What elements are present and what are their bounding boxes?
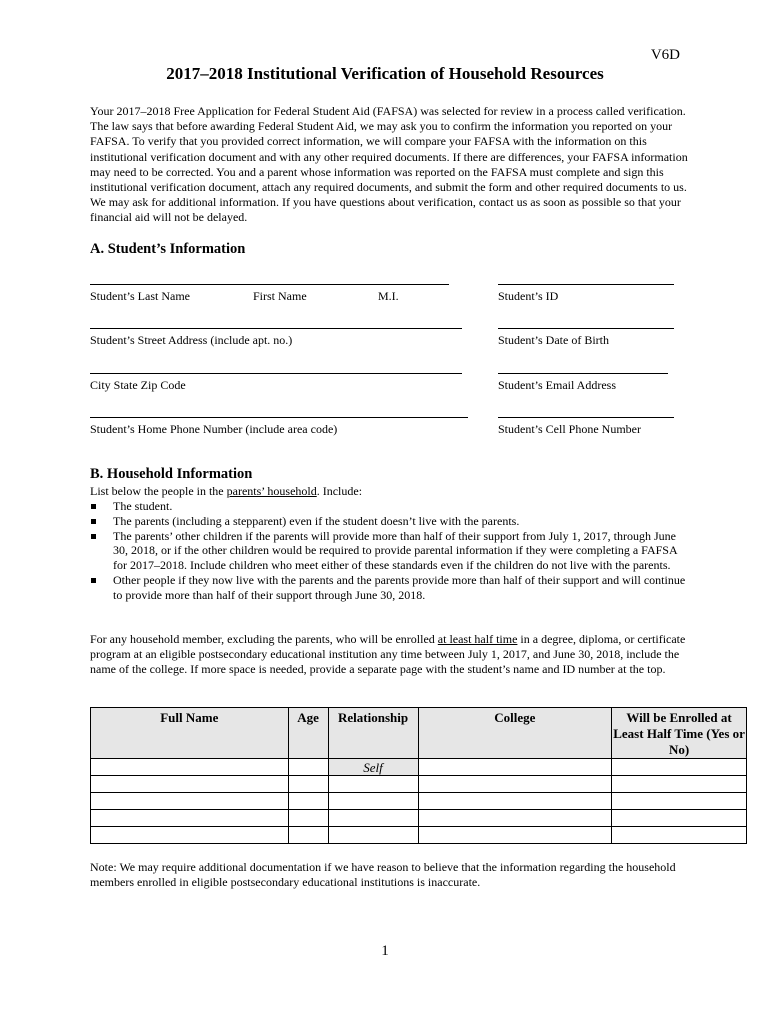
enrolled-cell[interactable] [612,793,747,810]
first-name-label: First Name [253,289,307,303]
college-cell[interactable] [418,759,612,776]
list-item-text: The parents’ other children if the parents will provide more than half of their support from July 1, 2017, through June 30, 2018, or if the other children would be required to provide parental information if they were completing a FAFSA for 2017–2018. Include children who meet either of these standards even if the children do not live with the parents. [113,528,677,573]
age-cell[interactable] [288,759,328,776]
student-id-label: Student’s ID [498,289,559,303]
student-id-field[interactable] [498,284,674,304]
bullet-icon [91,578,96,583]
street-address-field[interactable] [90,328,462,348]
list-item-text: The student. [113,499,173,513]
enrolled-cell[interactable] [612,776,747,793]
student-id-line[interactable] [498,284,674,285]
age-cell[interactable] [288,810,328,827]
city-state-zip-field[interactable] [90,373,462,393]
college-cell[interactable] [418,827,612,844]
email-field[interactable] [498,373,668,393]
enrollment-text: For any household member, excluding the parents, who will be enrolled [90,632,438,646]
section-a-heading: A. Student’s Information [90,241,246,257]
enrolled-cell[interactable] [612,759,747,776]
age-cell[interactable] [288,793,328,810]
relationship-cell[interactable] [328,810,418,827]
bullet-icon [91,519,96,524]
home-phone-line[interactable] [90,417,468,418]
relationship-cell[interactable] [328,827,418,844]
date-of-birth-label: Student’s Date of Birth [498,333,609,347]
street-address-line[interactable] [90,328,462,329]
household-table [90,707,747,844]
half-time-term: at least half time [437,632,518,646]
email-label: Student’s Email Address [498,378,616,392]
table-row [91,810,747,827]
full-name-cell[interactable] [91,776,289,793]
documentation-note: Note: We may require additional documentation if we have reason to believe that the information regarding the household members enrolled in eligible postsecondary educational institutions is inaccurate. [90,860,676,890]
table-header-row [91,708,747,759]
list-item [90,573,690,603]
section-b-heading: B. Household Information [90,466,253,482]
parents-household-term: parents’ household [226,484,317,498]
household-criteria-list [90,499,690,603]
form-code: V6D [650,47,680,63]
mi-label: M.I. [378,289,399,303]
table-row [91,793,747,810]
enrolled-header: Will be Enrolled at Least Half Time (Yes or No) [612,708,747,759]
full-name-cell[interactable] [91,793,289,810]
full-name-cell[interactable] [91,759,289,776]
page-number: 1 [381,943,389,959]
college-cell[interactable] [418,776,612,793]
college-cell[interactable] [418,810,612,827]
college-cell[interactable] [418,793,612,810]
college-header: College [418,708,612,759]
relationship-cell[interactable] [328,776,418,793]
street-address-label: Student’s Street Address (include apt. no.) [90,333,293,347]
household-intro-text: List below the people in the [90,484,227,498]
list-item [90,529,690,573]
full-name-cell[interactable] [91,827,289,844]
enrolled-cell[interactable] [612,827,747,844]
age-cell[interactable] [288,827,328,844]
relationship-header: Relationship [328,708,418,759]
enrollment-text-end: in a degree, diploma, or certificate program at an eligible postsecondary educational institution any time between July 1, 2017, and June 30, 2018, include the name of the college. If more space is needed, provide a separate page with the student’s name and ID number at the top. [90,632,686,677]
date-of-birth-line[interactable] [498,328,674,329]
city-state-zip-line[interactable] [90,373,462,374]
relationship-cell[interactable] [328,793,418,810]
cell-phone-line[interactable] [498,417,674,418]
city-state-zip-label: City State Zip Code [90,378,186,392]
home-phone-label: Student’s Home Phone Number (include area code) [90,422,338,436]
list-item [90,499,690,514]
enrolled-cell[interactable] [612,810,747,827]
student-name-line[interactable] [90,284,449,285]
list-item [90,514,690,529]
age-cell[interactable] [288,776,328,793]
date-of-birth-field[interactable] [498,328,674,348]
table-row [91,759,747,776]
page-title: 2017–2018 Institutional Verification of Household Resources [166,64,604,83]
enrollment-paragraph [90,632,690,678]
full-name-header: Full Name [91,708,289,759]
student-name-field[interactable] [90,284,449,304]
last-name-label: Student’s Last Name [90,289,190,303]
list-item-text: The parents (including a stepparent) even if the student doesn’t live with the parents. [113,513,520,528]
list-item-text: Other people if they now live with the parents and the parents provide more than half of their support and will continue to provide more than half of their support through June 30, 2018. [113,572,686,602]
household-intro-end: . Include: [316,484,363,498]
home-phone-field[interactable] [90,417,468,437]
table-row [91,776,747,793]
table-row [91,827,747,844]
email-line[interactable] [498,373,668,374]
household-intro [90,484,690,499]
full-name-cell[interactable] [91,810,289,827]
relationship-cell: Self [328,759,418,776]
bullet-icon [91,534,96,539]
bullet-icon [91,504,96,509]
cell-phone-label: Student’s Cell Phone Number [498,422,641,436]
intro-paragraph: Your 2017–2018 Free Application for Federal Student Aid (FAFSA) was selected for review in a process called verification. The law says that before awarding Federal Student Aid, we may ask you to confirm the information you reported on your FAFSA. To verify that you provided correct information, we will compare your FAFSA with the information on this institutional verification document and with any other required documents. If there are differences, your FAFSA information may need to be corrected. You and a parent whose information was reported on the FAFSA must complete and sign this institutional verification document, attach any required documents, and submit the form and other required documents to us. We may ask for additional information. If you have questions about verification, contact us as soon as possible so that your financial aid will not be delayed. [90,104,688,225]
age-header: Age [288,708,328,759]
cell-phone-field[interactable] [498,417,674,437]
